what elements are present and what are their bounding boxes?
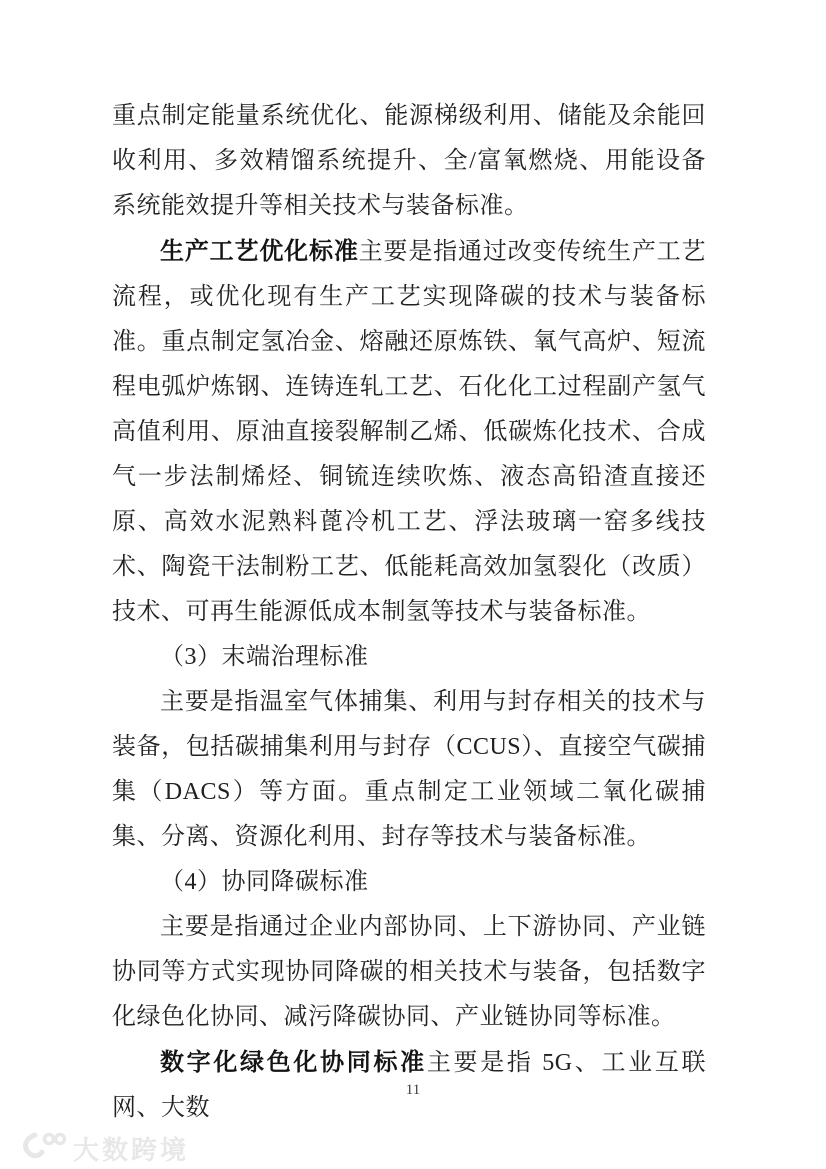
- paragraph-text: 主要是指 5G、工业互联网、大数: [112, 1050, 706, 1121]
- paragraph-text: 主要是指通过改变传统生产工艺流程，或优化现有生产工艺实现降碳的技术与装备标准。重点制定氢冶金、熔融还原炼铁、氧气高炉、短流程电弧炉炼钢、连铸连轧工艺、石化化工过程副产氢气高值利用、原油直接裂解制乙烯、低碳炼化技术、合成气一步法制烯烃、铜锍连续吹炼、液态高铅渣直接还原、高效水泥熟料蓖冷机工艺、浮法玻璃一窑多线技术、陶瓷干法制粉工艺、低能耗高效加氢裂化（改质）技术、可再生能源低成本制氢等技术与装备标准。: [112, 239, 707, 625]
- paragraph-text: 主要是指温室气体捕集、利用与封存相关的技术与装备，包括碳捕集利用与封存（CCUS）、直接空气碳捕集（DACS）等方面。重点制定工业领域二氧化碳捕集、分离、资源化利用、封存等技术与装备标准。: [112, 689, 706, 850]
- document-body: [112, 94, 706, 1131]
- watermark-text: 大数跨境: [73, 1135, 190, 1165]
- paragraph: [112, 94, 706, 229]
- watermark-logo-icon: [20, 1131, 66, 1166]
- paragraph-text: （3）末端治理标准: [160, 644, 369, 670]
- paragraph-subheading: [112, 860, 706, 905]
- paragraph-lead-bold: 生产工艺优化标准: [160, 238, 359, 265]
- paragraph: [112, 229, 706, 635]
- watermark: [20, 1130, 189, 1167]
- paragraph-text: 重点制定能量系统优化、能源梯级利用、储能及余能回收利用、多效精馏系统提升、全/富氧燃烧、用能设备系统能效提升等相关技术与装备标准。: [112, 103, 706, 219]
- paragraph-subheading: [112, 635, 706, 680]
- paragraph: [112, 905, 706, 1040]
- page-number: 11: [405, 1082, 421, 1098]
- paragraph: [112, 680, 706, 860]
- paragraph-text: 主要是指通过企业内部协同、上下游协同、产业链协同等方式实现协同降碳的相关技术与装备，包括数字化绿色化协同、减污降碳协同、产业链协同等标准。: [112, 914, 706, 1030]
- paragraph-text: （4）协同降碳标准: [160, 869, 369, 895]
- paragraph-lead-bold: 数字化绿色化协同标准: [160, 1049, 427, 1076]
